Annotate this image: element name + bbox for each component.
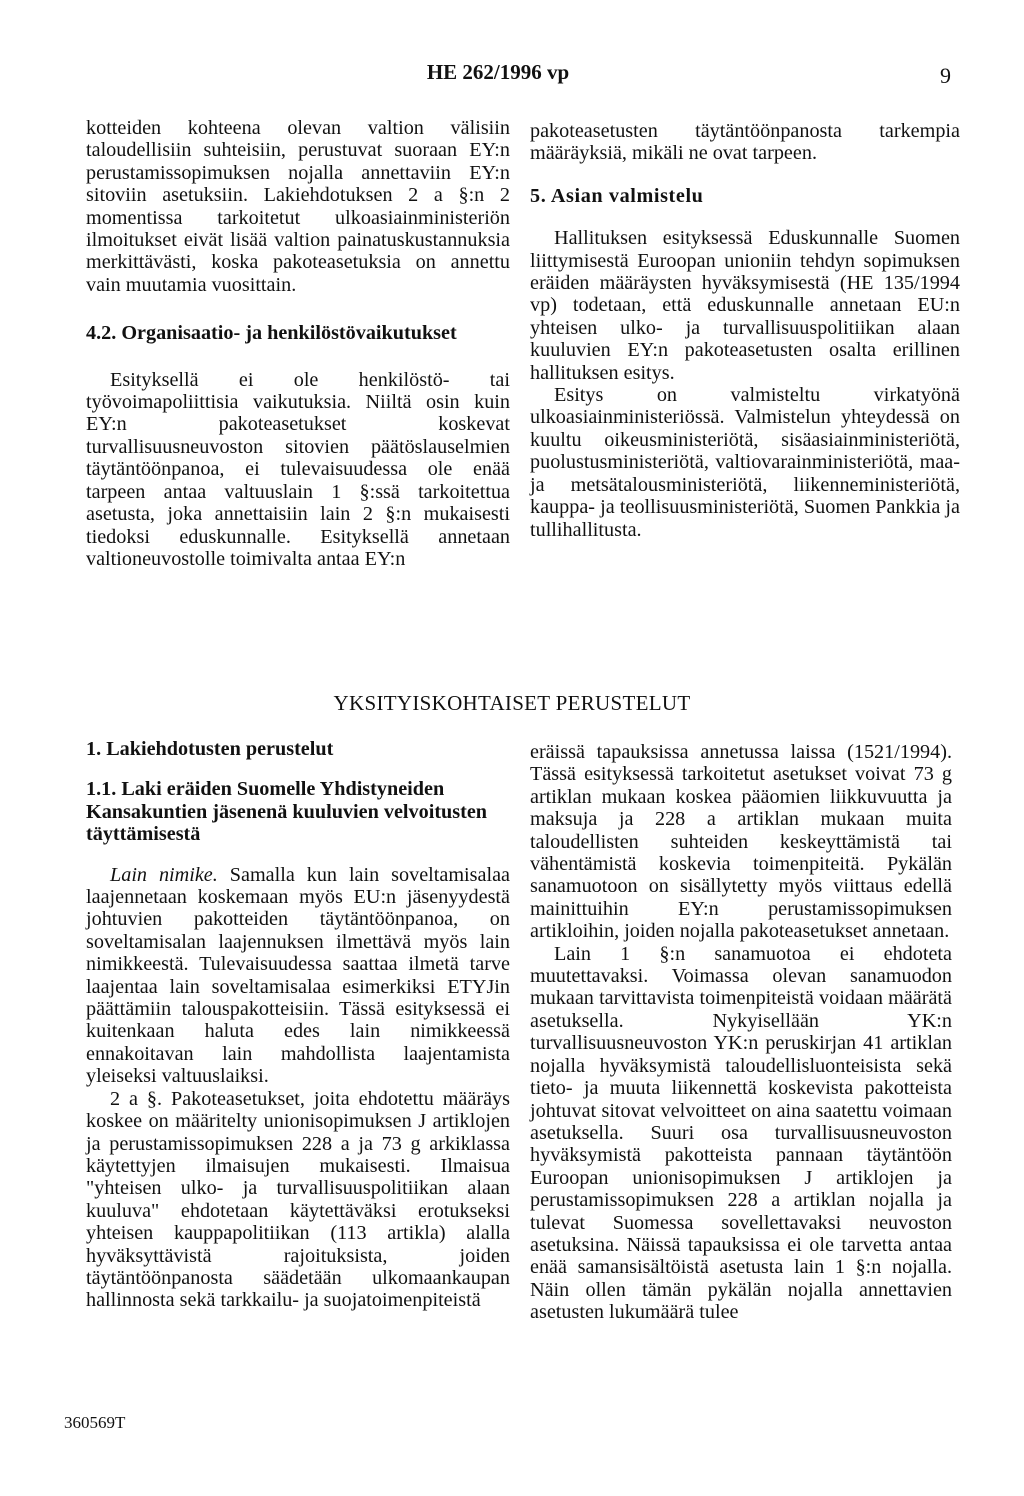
running-header-title: HE 262/1996 vp — [426, 60, 570, 84]
paragraph: Esityksellä ei ole henkilöstö- tai työvoimapoliittisia vaikutuksia. Niiltä osin kuin EY:n pakoteasetukset koskevat turvallisuusneuvoston sitovien päätöslauselmien täytäntöönpanoa, ei tulevaisuudessa ole enää tarpeen antaa valtuuslain 1 §:ssä tarkoitettua asetusta, joka annettaisiin lain 2 §:n mukaisesti tiedoksi eduskunnalle. Esityksellä annetaan valtioneuvostolle toimivalta antaa EY:n — [86, 368, 510, 570]
section-heading-5: 5. Asian valmistelu — [530, 184, 704, 207]
paragraph: Hallituksen esityksessä Eduskunnalle Suomen liittymisestä Euroopan unioniin tehdyn sopimuksen eräiden määräysten hyväksymisestä (HE 135/1994 vp) todetaan, että eduskunnalle annetaan EU:n yhteisen ulko- ja turvallisuuspolitiikan alaan kuuluvien EY:n pakoteasetusten osalta erillinen hallituksen esitys. — [530, 227, 960, 384]
paragraph-text: Samalla kun lain soveltamisalaa laajennetaan koskemaan myös EU:n jäsenyydestä johtuvien pakotteiden täytäntöönpanoa, on soveltamisalan laajennuksen ilmettävä myös lain nimikkeestä. Tulevaisuudessa saattaa ilmetä tarve laajentaa lain soveltamisalaa esimerkiksi ETYJin päättämiin talouspakotteisiin. Tässä esityksessä ei kuitenkaan haluta edes lain nimikkeessä ennakoitavan lain mahdollista laajentamista yleiseksi valtuuslaiksi. — [86, 863, 510, 1088]
heading-1-1: 1.1. Laki eräiden Suomelle Yhdistyneiden Kansakuntien jäsenenä kuuluvien velvoitusten täyttämisestä — [86, 778, 488, 846]
heading-1: 1. Lakiehdotusten perustelut — [86, 738, 334, 760]
paragraph: Esitys on valmisteltu virkatyönä ulkoasiainministeriössä. Valmistelun yhteydessä on kuultu oikeusministeriötä, sisäasiainministeriötä, puolustusministeriötä, valtiovarainministeriötä, maa- ja metsätalousministeriötä, liikenneministeriötä, kauppa- ja teollisuusministeriötä, Suomen Pankkia ja tullihallitusta. — [530, 384, 960, 541]
footer-code: 360569T — [64, 1413, 126, 1432]
paragraph — [86, 864, 510, 1088]
top-right-column — [530, 120, 960, 541]
bottom-right-column — [530, 741, 952, 1324]
italic-label: Lain nimike. — [110, 863, 218, 886]
paragraph: Lain 1 §:n sanamuotoa ei ehdoteta muutettavaksi. Voimassa olevan sanamuodon mukaan tarvittavista toimenpiteistä voidaan määrätä asetuksella. Nykyisellään YK:n turvallisuusneuvoston YK:n peruskirjan 41 artiklan nojalla hyväksymistä taloudellisluonteisista sekä tieto- ja muuta liikennettä koskevista pakotteista johtuvat sitovat velvoitteet on aina saatettu voimaan asetuksella. Suuri osa turvallisuusneuvoston hyväksymistä pakotteista pannaan täytäntöön Euroopan unionisopimuksen J artiklojen ja perustamissopimuksen 228 a artiklan nojalla ja tulevat Suomessa sovellettavaksi neuvoston asetuksina. Näissä tapauksissa ei ole tarvetta antaa enää samansisältöistä asetusta lain 1 §:n nojalla. Näin ollen tämän pykälän nojalla annettavien asetusten lukumäärä tulee — [530, 942, 952, 1324]
section-heading-4-2: 4.2. Organisaatio- ja henkilöstövaikutukset — [86, 322, 457, 345]
top-left-column — [86, 117, 510, 570]
page-number: 9 — [940, 63, 951, 88]
paragraph: pakoteasetusten täytäntöönpanosta tarkempia määräyksiä, mikäli ne ovat tarpeen. — [530, 120, 960, 165]
paragraph: kotteiden kohteena olevan valtion välisiin taloudellisiin suhteisiin, perustuvat suoraan EY:n perustamissopimuksen nojalla annettaviin EY:n sitoviin asetuksiin. Lakiehdotuksen 2 a §:n 2 momentissa tarkoitetut ulkoasiainministeriön ilmoitukset eivät lisää valtion painatuskustannuksia merkittävästi, koska pakoteasetuksia on annettu vain muutamia vuosittain. — [86, 117, 510, 296]
paragraph: eräissä tapauksissa annetussa laissa (1521/1994). Tässä esityksessä tarkoitetut asetukset voivat 73 g artiklan mukaan koskea pääomien liikkuvuutta ja maksuja ja 228 a artiklan mukaan muita taloudellisten suhteiden keskeyttämistä tai vähentämistä koskevia toimenpiteitä. Pykälän sanamuotoon on sisällytetty myös viittaus edellä mainittuihin EY:n perustamissopimuksen artikloihin, joiden nojalla pakoteasetukset annetaan. — [530, 741, 952, 943]
section-title: YKSITYISKOHTAISET PERUSTELUT — [333, 691, 691, 715]
paragraph: 2 a §. Pakoteasetukset, joita ehdotettu määräys koskee on määritelty unionisopimuksen J artiklojen ja perustamissopimuksen 228 a ja 73 g arkiklassa käytettyjen ilmaisujen mukaisesti. Ilmaisua "yhteisen ulko- ja turvallisuuspolitiikan alaan kuuluva" ehdotetaan käytettäväksi erotukseksi yhteisen kauppapolitiikan (113 artikla) alalla hyväksyttävistä rajoituksista, joiden täytäntöönpanosta säädetään ulkomaankaupan hallinnosta sekä tarkkailu- ja suojatoimenpiteistä — [86, 1087, 510, 1312]
bottom-left-column — [86, 738, 510, 1312]
